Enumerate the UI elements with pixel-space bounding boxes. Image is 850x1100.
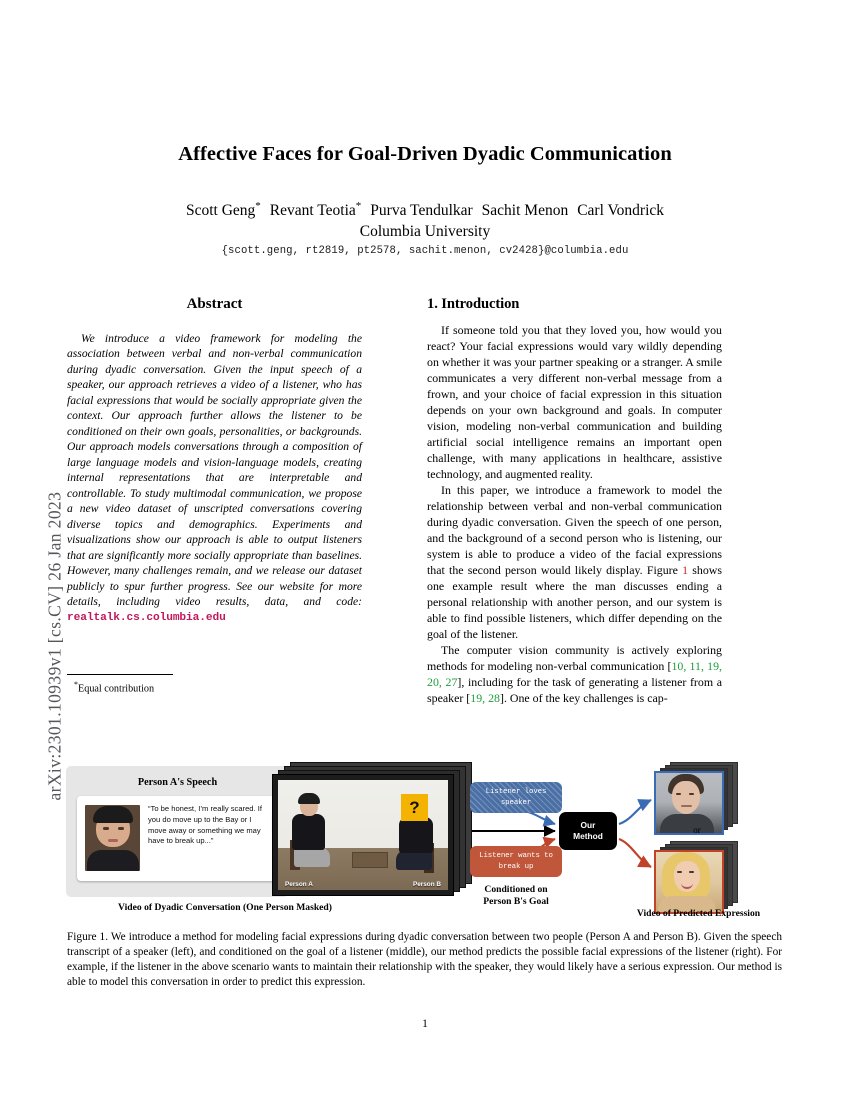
author-0: Scott Geng* [185,200,261,220]
intro-p2-text-b: shows one example result where the man discusses ending a personal relationship with another person, and our system is able to find possible listeners, which differ depending on the goal of the listener. [427,563,722,641]
intro-paragraph-2 [427,482,722,642]
author-2: Purva Tendulkar [370,202,473,220]
figure-right-caption: Video of Predicted Expression [636,908,761,919]
or-separator-text: or [693,825,701,835]
author-list [75,200,775,220]
table-object [352,852,388,868]
serious-face-mouth [681,805,692,807]
left-column [67,296,362,695]
person-a-label: Person A [285,881,313,888]
abstract-body [67,331,362,626]
speech-panel [66,766,289,897]
author-0-star: * [255,200,261,212]
person-b-figure [392,798,434,874]
citation-group-a[interactable]: 10, 11, 19, 20, 27 [427,659,722,689]
speech-quote-text: “To be honest, I’m really scared. If you do move up to the Bay or I move away or something we may have to break up...” [148,804,262,846]
intro-p3-text-a: The computer vision community is actively exploring methods for modeling non-verbal communication [ [427,643,722,673]
person-a-legs [294,847,330,867]
project-website-url[interactable]: realtalk.cs.columbia.edu [67,612,226,625]
predicted-expression-serious [654,762,740,824]
serious-face-skin [672,781,700,814]
condition-label-break-up: Listener wants to break up [470,846,562,877]
video-frame-main [272,774,454,896]
method-box-line1: Our [580,820,596,831]
abstract-heading: Abstract [186,296,243,312]
our-method-box [559,812,617,850]
serious-face-image [656,773,722,833]
section-heading-introduction: 1. Introduction [427,296,520,312]
citation-group-b[interactable]: 19, 28 [470,691,500,705]
abstract-text: We introduce a video framework for modeling the association between verbal and non-verbal communication during dyadic conversation. Given the input speech of a speaker, our approach retrieves a video of a listener, who has facial expressions that would be socially appropriate given the context. Our approach further allows the listener to be conditioned on their own goals, personalities, or backgrounds. Our approach models conversations through a composition of large language models and vision-language models, creating internal representations that are interpretable and controllable. To study multimodal communication, we propose a new video dataset of unscripted conversations covering diverse topics and demographics. Experiments and visualizations show our approach is able to output listeners that are significantly more socially appropriate than baselines. However, many challenges remain, and we release our dataset publicly to spur further progress. See our website for more details, including video results, data, and code: [67,332,362,608]
right-column [427,296,722,706]
condition-caption [448,884,584,908]
person-b-torso [399,817,433,853]
figure-reference-link[interactable]: 1 [682,563,689,577]
output-frame-main-bottom [654,850,724,914]
conversation-room-scene [278,780,448,890]
figure-caption-label: Figure 1. [67,931,109,943]
page-number: 1 [422,1018,428,1030]
footnote-equal-contribution [67,680,362,694]
intro-p2-text-a: In this paper, we introduce a framework to model the relationship between verbal and non-verbal communication during dyadic conversation. Given the speech of one person, and the background of a second person who is listening, our system is able to produce a video of the facial expressions that the second person would likely display. Figure [427,483,722,577]
affiliation: Columbia University [359,223,491,240]
figure-left-caption: Video of Dyadic Conversation (One Person Masked) [118,902,332,913]
figure-1-caption [67,930,782,990]
figure-1-diagram [66,762,784,922]
method-box-line2: Method [573,831,603,841]
condition-caption-line2: Person B's Goal [483,895,549,907]
footnote-star: * [74,680,78,690]
predicted-expression-smiling [654,841,740,903]
author-1: Revant Teotia* [269,200,362,220]
dyadic-conversation-video [272,762,477,898]
footnote-text: Equal contribution [78,683,155,695]
person-b-label: Person B [412,881,441,888]
footnote-divider [67,674,173,675]
figure-caption-text: We introduce a method for modeling facial expressions during dyadic conversation between two people (Person A and Person B). Given the speech transcript of a speaker (left), and conditioned on the goal of a listener (middle), our method predicts the possible facial expressions of the listener (right). For example, if the listener in the above scenario wants to maintain their relationship with the speaker, they would likely have a serious expression. Our method is able to model this conversation in order to predict this expression. [67,931,782,988]
author-emails: {scott.geng, rt2819, pt2578, sachit.menon, cv2428}@columbia.edu [221,245,629,257]
speech-card [77,796,277,881]
face-mask-question-icon: ? [401,794,428,821]
author-4: Carl Vondrick [577,202,665,220]
condition-label-loves-speaker: Listener loves speaker [470,782,562,813]
intro-paragraph-1: If someone told you that they loved you, how would you react? Your facial expressions would vary wildly depending on whether it was your partner speaking or a stranger. A smile communicates a very different non-verbal message from a frown, and your choice of facial expression in this situation depends on your own background and goals. In computer vision, modeling non-verbal communication and building artificial social intelligence remains an important open challenge, with many applications in healthcare, assistive technology, and augmented reality. [427,323,722,481]
condition-caption-line1: Conditioned on [484,884,548,895]
person-a-figure [290,796,330,872]
person-a-beanie [298,793,320,804]
intro-p3-text-b: ], including for the task of generating a listener from a speaker [ [427,675,722,705]
speech-panel-title: Person A's Speech [137,777,218,788]
speaker-face-thumbnail [85,805,140,871]
arxiv-identifier-stamp: arXiv:2301.10939v1 [cs.CV] 26 Jan 2023 [44,491,65,801]
person-b-legs [396,850,432,870]
smiling-face-image [656,852,722,912]
intro-paragraph-3 [427,642,722,706]
intro-p3-text-c: ]. One of the key challenges is cap- [499,691,668,705]
author-1-star: * [355,200,362,212]
page-title: Affective Faces for Goal-Driven Dyadic Communication [178,143,672,165]
person-a-torso [292,814,325,850]
author-3: Sachit Menon [481,202,569,220]
